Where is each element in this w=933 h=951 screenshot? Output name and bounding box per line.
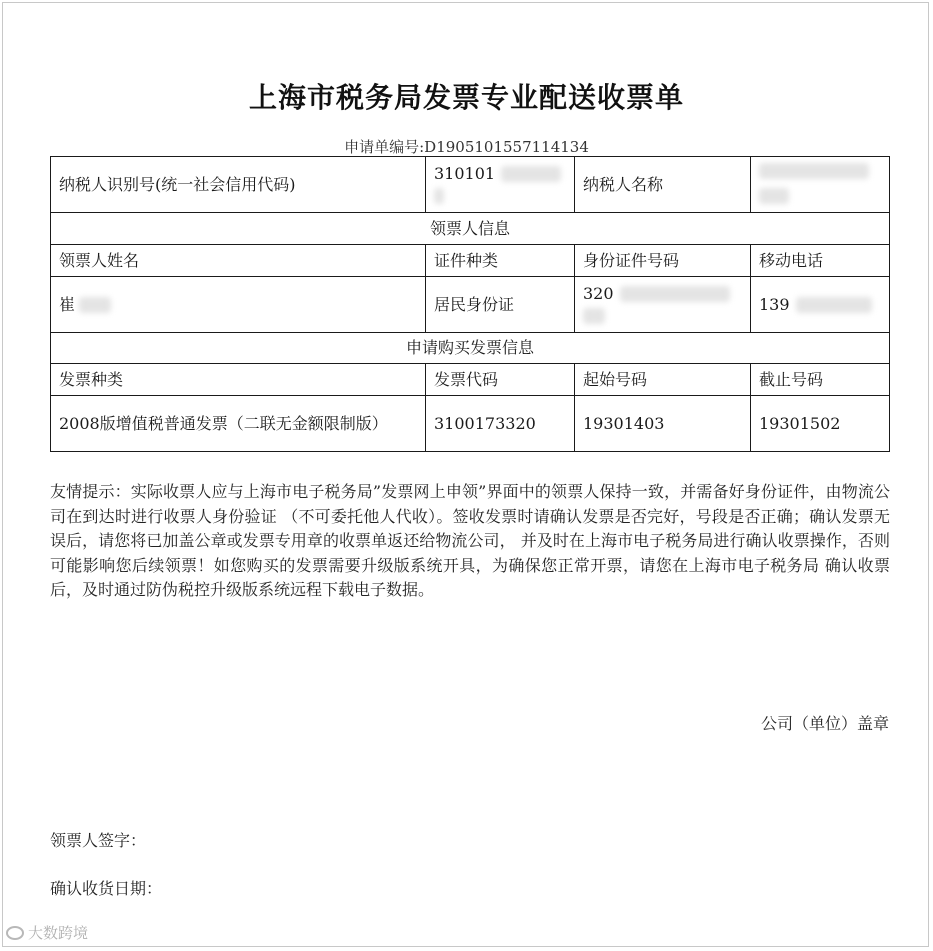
redacted-blur (620, 286, 730, 302)
redacted-blur (434, 188, 444, 204)
invoice-code: 3100173320 (426, 396, 575, 452)
watermark (6, 922, 88, 943)
purchase-section-row (51, 333, 890, 364)
taxpayer-name-label: 纳税人名称 (575, 157, 751, 213)
recipient-section-row (51, 213, 890, 245)
purchase-header-end: 截止号码 (751, 364, 890, 396)
recipient-id-no: 320 (575, 277, 751, 333)
invoice-start-no: 19301403 (575, 396, 751, 452)
signature-label: 领票人签字： (50, 831, 147, 850)
application-number: 申请单编号:D1905101557114134 (344, 138, 589, 156)
receipt-table (50, 156, 890, 452)
logo-icon (6, 926, 24, 940)
recipient-row (51, 277, 890, 333)
notice-paragraph: 友情提示：实际收票人应与上海市电子税务局”发票网上申领”界面中的领票人保持一致，并需备好身份证件，由物流公司在到达时进行收票人身份验证 （不可委托他人代收）。签收发票时请确认发票是否完好，号段是否正确；确认发票无误后，请您将已加盖公章或发票专用章的收票单返还给物流公司， 并及时在上海市电子税务局进行确认收票操作，否则可能影响您后续领票！如您购买的发票需要升级版系统开具，为确保您正常开票，请您在上海市电子税务局 确认收票后，及时通过防伪税控升级版系统远程下载电子数据。 (50, 482, 890, 599)
recipient-header-name: 领票人姓名 (51, 245, 426, 277)
redacted-blur (796, 297, 872, 313)
taxpayer-id-value: 310101 (426, 157, 575, 213)
document-title: 上海市税务局发票专业配送收票单 (248, 81, 684, 114)
invoice-end-no: 19301502 (751, 396, 890, 452)
redacted-blur (583, 308, 605, 324)
recipient-header-row (51, 245, 890, 277)
purchase-header-code: 发票代码 (426, 364, 575, 396)
purchase-section-title: 申请购买发票信息 (51, 333, 890, 364)
redacted-blur (759, 163, 869, 179)
recipient-section-title: 领票人信息 (51, 213, 890, 245)
redacted-blur (759, 188, 789, 204)
taxpayer-id-label: 纳税人识别号(统一社会信用代码) (51, 157, 426, 213)
purchase-header-start: 起始号码 (575, 364, 751, 396)
watermark-text: 大数跨境 (28, 924, 89, 942)
purchase-header-type: 发票种类 (51, 364, 426, 396)
redacted-blur (79, 297, 111, 313)
purchase-row (51, 396, 890, 452)
recipient-name: 崔 (51, 277, 426, 333)
redacted-blur (501, 166, 561, 182)
taxpayer-name-value (751, 157, 890, 213)
recipient-phone: 139 (751, 277, 890, 333)
taxpayer-row (51, 157, 890, 213)
recipient-id-type: 居民身份证 (426, 277, 575, 333)
date-label: 确认收货日期： (50, 879, 163, 898)
invoice-type: 2008版增值税普通发票（二联无金额限制版） (51, 396, 426, 452)
recipient-header-id-no: 身份证件号码 (575, 245, 751, 277)
seal-label: 公司（单位）盖章 (760, 714, 889, 733)
recipient-header-phone: 移动电话 (751, 245, 890, 277)
recipient-header-id-type: 证件种类 (426, 245, 575, 277)
purchase-header-row (51, 364, 890, 396)
